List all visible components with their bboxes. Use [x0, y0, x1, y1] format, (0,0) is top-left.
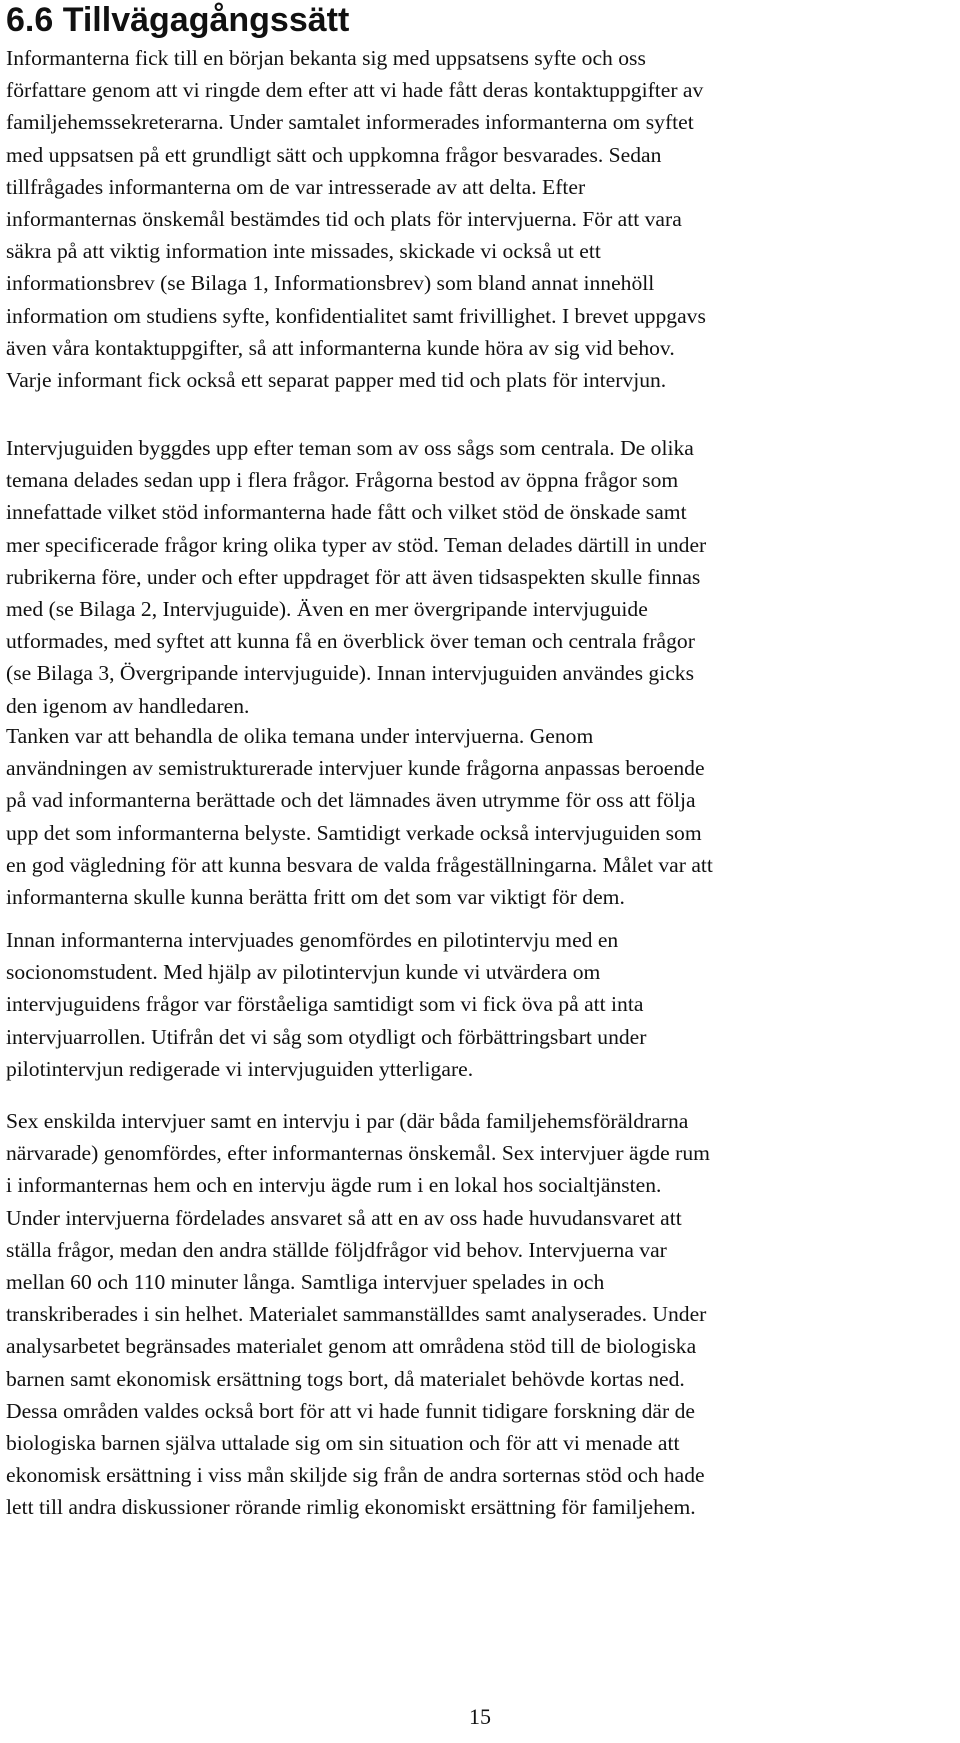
text-line: Intervjuguiden byggdes upp efter teman som av oss sågs som centrala. De olika [6, 436, 694, 460]
text-line: barnen samt ekonomisk ersättning togs bort, då materialet behövde kortas ned. [6, 1366, 685, 1391]
text-line: med (se Bilaga 2, Intervjuguide). Även en mer övergripande intervjuguide [6, 596, 648, 621]
text-line: informanterna skulle kunna berätta fritt om det som var viktigt för dem. [6, 884, 625, 909]
paragraph [6, 432, 954, 722]
paragraph [6, 1105, 954, 1523]
text-line: närvarade) genomfördes, efter informanternas önskemål. Sex intervjuer ägde rum [6, 1141, 710, 1166]
text-line: Under intervjuerna fördelades ansvaret så att en av oss hade huvudansvaret att [6, 1205, 682, 1230]
section-heading: 6.6 Tillvägagångssätt [6, 1, 350, 39]
paragraph [6, 42, 954, 396]
text-line: även våra kontaktuppgifter, så att informanterna kunde höra av sig vid behov. [6, 335, 675, 360]
text-line: intervjuarrollen. Utifrån det vi såg som otydligt och förbättringsbart under [6, 1024, 647, 1049]
page-number: 15 [469, 1704, 491, 1729]
text-line: analysarbetet begränsades materialet genom att områdena stöd till de biologiska [6, 1334, 697, 1359]
text-line: i informanternas hem och en intervju ägde rum i en lokal hos socialtjänsten. [6, 1173, 662, 1198]
text-line: tillfrågades informanterna om de var intresserade av att delta. Efter [6, 174, 586, 199]
text-line: Informanterna fick till en början bekanta sig med uppsatsens syfte och oss [6, 46, 646, 70]
text-line: Sex enskilda intervjuer samt en intervju i par (där båda familjehemsföräldrarna [6, 1109, 689, 1133]
text-line: (se Bilaga 3, Övergripande intervjuguide). Innan intervjuguiden användes gicks [6, 661, 695, 686]
text-line: den igenom av handledaren. [6, 693, 250, 718]
text-line: informationsbrev (se Bilaga 1, Informationsbrev) som bland annat innehöll [6, 271, 655, 296]
paragraph [6, 924, 954, 1085]
text-line: Dessa områden valdes också bort för att vi hade funnit tidigare forskning där de [6, 1398, 695, 1423]
text-line: användningen av semistrukturerade intervjuer kunde frågorna anpassas beroende [6, 756, 705, 781]
text-line: biologiska barnen själva uttalade sig om sin situation och för att vi menade att [6, 1430, 680, 1455]
text-line: på vad informanterna berättade och det lämnades även utrymme för oss att följa [6, 788, 696, 813]
text-line: Innan informanterna intervjuades genomfördes en pilotintervju med en [6, 928, 619, 952]
text-line: mellan 60 och 110 minuter långa. Samtliga intervjuer spelades in och [6, 1269, 605, 1294]
text-line: innefattade vilket stöd informanterna hade fått och vilket stöd de önskade samt [6, 500, 687, 525]
text-line: transkriberades i sin helhet. Materialet sammanställdes samt analyserades. Under [6, 1302, 707, 1327]
text-line: en god vägledning för att kunna besvara de valda frågeställningarna. Målet var att [6, 852, 713, 877]
text-line: Varje informant fick också ett separat papper med tid och plats för intervjun. [6, 367, 667, 392]
text-line: familjehemssekreterarna. Under samtalet informerades informanterna om syftet [6, 110, 694, 135]
paragraph [6, 720, 954, 913]
text-line: ställa frågor, medan den andra ställde följdfrågor vid behov. Intervjuerna var [6, 1237, 667, 1262]
text-line: säkra på att viktig information inte missades, skickade vi också ut ett [6, 239, 601, 264]
text-line: intervjuguidens frågor var förståeliga samtidigt som vi fick öva på att inta [6, 992, 644, 1017]
text-line: lett till andra diskussioner rörande rimlig ekonomiskt ersättning för familjehem. [6, 1495, 696, 1520]
text-line: pilotintervjun redigerade vi intervjuguiden ytterligare. [6, 1056, 474, 1081]
text-line: författare genom att vi ringde dem efter att vi hade fått deras kontaktuppgifter av [6, 78, 704, 103]
text-line: temana delades sedan upp i flera frågor. Frågorna bestod av öppna frågor som [6, 468, 679, 493]
text-line: ekonomisk ersättning i viss mån skiljde sig från de andra sorternas stöd och hade [6, 1463, 705, 1488]
text-line: Tanken var att behandla de olika temana under intervjuerna. Genom [6, 724, 594, 748]
text-line: upp det som informanterna belyste. Samtidigt verkade också intervjuguiden som [6, 820, 702, 845]
text-line: utformades, med syftet att kunna få en överblick över teman och centrala frågor [6, 629, 695, 654]
text-line: mer specificerade frågor kring olika typer av stöd. Teman delades därtill in under [6, 532, 707, 557]
text-line: informanternas önskemål bestämdes tid och plats för intervjuerna. För att vara [6, 206, 682, 231]
text-line: socionomstudent. Med hjälp av pilotintervjun kunde vi utvärdera om [6, 960, 601, 985]
text-line: information om studiens syfte, konfidentialitet samt frivillighet. I brevet uppgavs [6, 303, 706, 328]
text-line: rubrikerna före, under och efter uppdraget för att även tidsaspekten skulle finnas [6, 564, 701, 589]
text-line: med uppsatsen på ett grundligt sätt och uppkomna frågor besvarades. Sedan [6, 142, 662, 167]
